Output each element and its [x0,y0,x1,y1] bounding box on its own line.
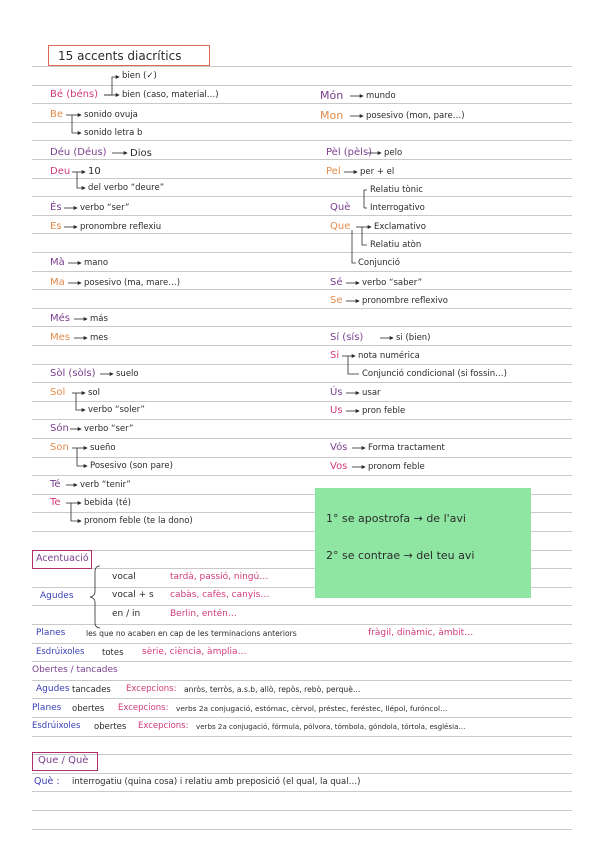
meaning: Forma tractament [368,443,445,453]
agudes-example: Berlin, entén… [170,609,237,619]
meaning: usar [362,388,381,398]
word-deu-accent: Déu (Déus) [50,147,107,158]
planes2-label: Planes [32,703,62,713]
agudes2-exceptions: Excepcions: [126,684,177,694]
meaning: suelo [116,369,139,379]
meaning: posesivo (mon, pare…) [366,111,465,121]
esdr2-exceptions: Excepcions: [138,721,189,731]
word-sol-accent: Sòl (sòls) [50,368,96,379]
agudes-rule: vocal + s [112,590,154,600]
word-son-accent: Són [50,423,69,434]
word-be: Be [50,109,64,120]
meaning: sol [88,388,100,398]
meaning: Relatiu tònic [370,185,424,195]
word-se-accent: Sé [330,277,343,288]
word-que: Que [330,221,351,232]
word-si-accent: Sí (sís) [330,332,364,343]
word-be-accent: Bé (béns) [50,89,99,100]
agudes-label: Agudes [40,591,74,601]
meaning: 10 [88,166,101,177]
meaning: sonido ovuja [84,110,138,120]
meaning: pronombre reflexiu [80,222,162,232]
esdr2-label: Esdrúixoles [32,721,81,731]
planes-example: fràgil, dinàmic, àmbit… [368,628,474,638]
word-pel: Pel [326,166,341,177]
word-mes: Mes [50,332,70,343]
meaning: mano [84,258,109,268]
meaning: sonido letra b [84,128,143,138]
word-us: Us [330,405,343,416]
meaning: pronombre reflexivo [362,296,449,306]
note-line-2: 2° se contrae → del teu avi [326,549,475,562]
word-mes-accent: Més [50,313,70,324]
word-ma-accent: Mà [50,257,65,268]
word-es: Es [50,221,62,232]
meaning: Conjunció condicional (si fossin…) [362,369,507,379]
word-es-accent: És [50,202,62,213]
meaning: verb “tenir” [80,480,131,490]
obertes-heading: Obertes / tancades [32,665,118,675]
word-vos: Vos [330,461,348,472]
que-heading: Que / Què [38,755,89,766]
word-vos-accent: Vós [330,442,348,453]
meaning: sueño [90,443,116,453]
planes2-examples: verbs 2a conjugació, estómac, cèrvol, préstec, feréstec, llépol, furóncol… [176,704,448,713]
meaning: per + el [360,167,395,177]
meaning: pronom feble (te la dono) [84,516,193,526]
esdruixoles-rule: totes [102,648,124,658]
meaning: verbo “ser” [84,424,134,434]
meaning: bien (caso, material…) [122,90,219,100]
meaning: bebida (té) [84,498,131,508]
word-te: Te [50,497,61,508]
esdruixoles-label: Esdrúixoles [36,647,85,657]
agudes-example: tardà, passió, ningú… [170,572,269,582]
meaning: Exclamativo [374,222,426,232]
agudes-rule: en / in [112,609,141,619]
agudes2-rule: tancades [72,685,111,695]
word-son: Son [50,442,69,453]
word-te-accent: Té [50,479,61,490]
meaning: Relatiu atòn [370,240,422,250]
meaning: Interrogativo [370,203,425,213]
meaning: mes [90,333,108,343]
meaning: pelo [384,148,403,158]
meaning: verbo “soler” [88,405,145,415]
planes2-rule: obertes [72,704,105,714]
word-si: Si [330,350,340,361]
esdr2-examples: verbs 2a conjugació, fórmula, pólvora, tómbola, góndola, tórtola, església… [196,722,466,731]
meaning: nota numérica [358,351,420,361]
agudes-example: cabàs, cafès, canyis… [170,590,270,600]
word-sol: Sol [50,387,66,398]
agudes2-label: Agudes [36,684,70,694]
agudes2-examples: anròs, terròs, a.s.b, allò, repòs, rebò, perquè… [184,685,361,694]
que-label: Què : [34,776,60,787]
planes2-exceptions: Excepcions: [118,703,169,713]
word-deu: Deu [50,166,71,177]
que-text: interrogatiu (quina cosa) i relatiu amb preposició (el qual, la qual…) [72,777,361,787]
green-note [315,488,531,598]
word-ma: Ma [50,277,65,288]
agudes-rule: vocal [112,572,136,582]
word-us-accent: Ús [330,387,343,398]
word-pel-accent: Pèl (pèls) [326,147,373,158]
meaning: posesivo (ma, mare…) [84,278,181,288]
planes-label: Planes [36,628,66,638]
meaning: Posesivo (son pare) [90,461,173,471]
meaning: si (bien) [396,333,431,343]
esdr2-rule: obertes [94,722,127,732]
word-se: Se [330,295,343,306]
meaning: Dios [130,148,152,159]
page-title: 15 accents diacrítics [58,49,182,63]
meaning: pronom feble [368,462,425,472]
meaning: Conjunció [358,258,400,268]
meaning: pron feble [362,406,406,416]
word-que-accent: Què [330,202,351,213]
meaning: mundo [366,91,396,101]
note-line-1: 1° se apostrofa → de l'avi [326,512,466,525]
acentuacio-heading: Acentuació [36,553,89,564]
meaning: bien (✓) [122,71,157,81]
esdruixoles-example: sèrie, ciència, àmplia… [142,647,247,657]
meaning: más [90,314,108,324]
word-mon: Mon [320,109,344,122]
planes-rule: les que no acaben en cap de les terminacions anteriors [86,629,297,638]
meaning: verbo “ser” [80,203,130,213]
meaning: verbo “saber” [362,278,422,288]
meaning: del verbo “deure” [88,183,165,193]
word-mon-accent: Món [320,89,344,102]
